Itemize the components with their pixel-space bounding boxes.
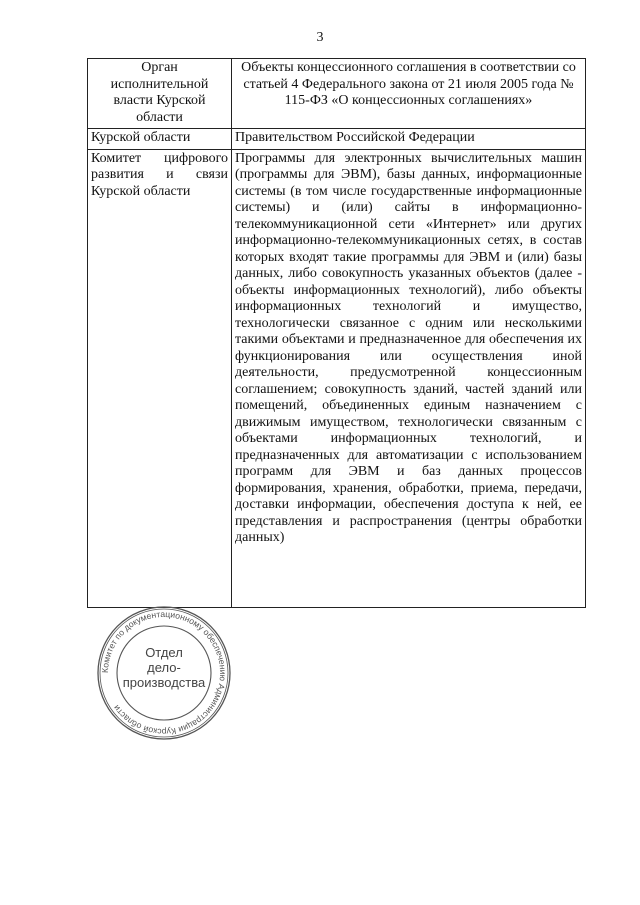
header-objects: Объекты концессионного соглашения в соответствии со статьей 4 Федерального закона от 21 июля 2005 года № 115-ФЗ «О концессионных соглашениях» [232,59,586,129]
stamp-ring-text: Комитет по документационному обеспечению Администрации Курской области [99,608,229,738]
row-objects-cell: Правительством Российской Федерации [232,129,586,150]
page-number: 3 [316,30,324,45]
table-row [88,149,586,607]
row-organ-cell: Комитет цифрового развития и связи Курской области [88,149,232,607]
stamp-line: дело- [147,660,181,675]
table-row [88,129,586,150]
table-header-row [88,59,586,129]
office-stamp [94,603,234,743]
stamp-center-text [94,645,234,690]
stamp-line: Отдел [145,645,183,660]
stamp-line: производства [122,675,206,690]
row-objects-cell: Программы для электронных вычислительных машин (программы для ЭВМ), базы данных, информационные системы (в том числе государственные информационные системы) и (или) сайты в информационно-телекоммуникационной сети «Интернет» или других информационно-телекоммуникационных сетях, в состав которых входят такие программы для ЭВМ и (или) базы данных, либо совокупность указанных объектов (далее - объекты информационных технологий), либо объекты информационных технологий и имущество, технологически связанное с одним или несколькими такими объектами и предназначенное для обеспечения их функционирования или осуществления иной деятельности, предусмотренной концессионным соглашением; совокупность зданий, частей зданий или помещений, объединенных единым назначением с движимым имуществом, технологически связанным с объектами информационных технологий, и предназначенных для автоматизации с использованием программ для ЭВМ и баз данных процессов формирования, хранения, обработки, приема, передачи, доставки информации, обеспечения доступа к ней, ее представления и распространения (центры обработки данных) [232,149,586,607]
header-organ: Орган исполнительной власти Курской области [88,59,232,129]
row-organ-cell: Курской области [88,129,232,150]
concession-objects-table [87,58,586,608]
